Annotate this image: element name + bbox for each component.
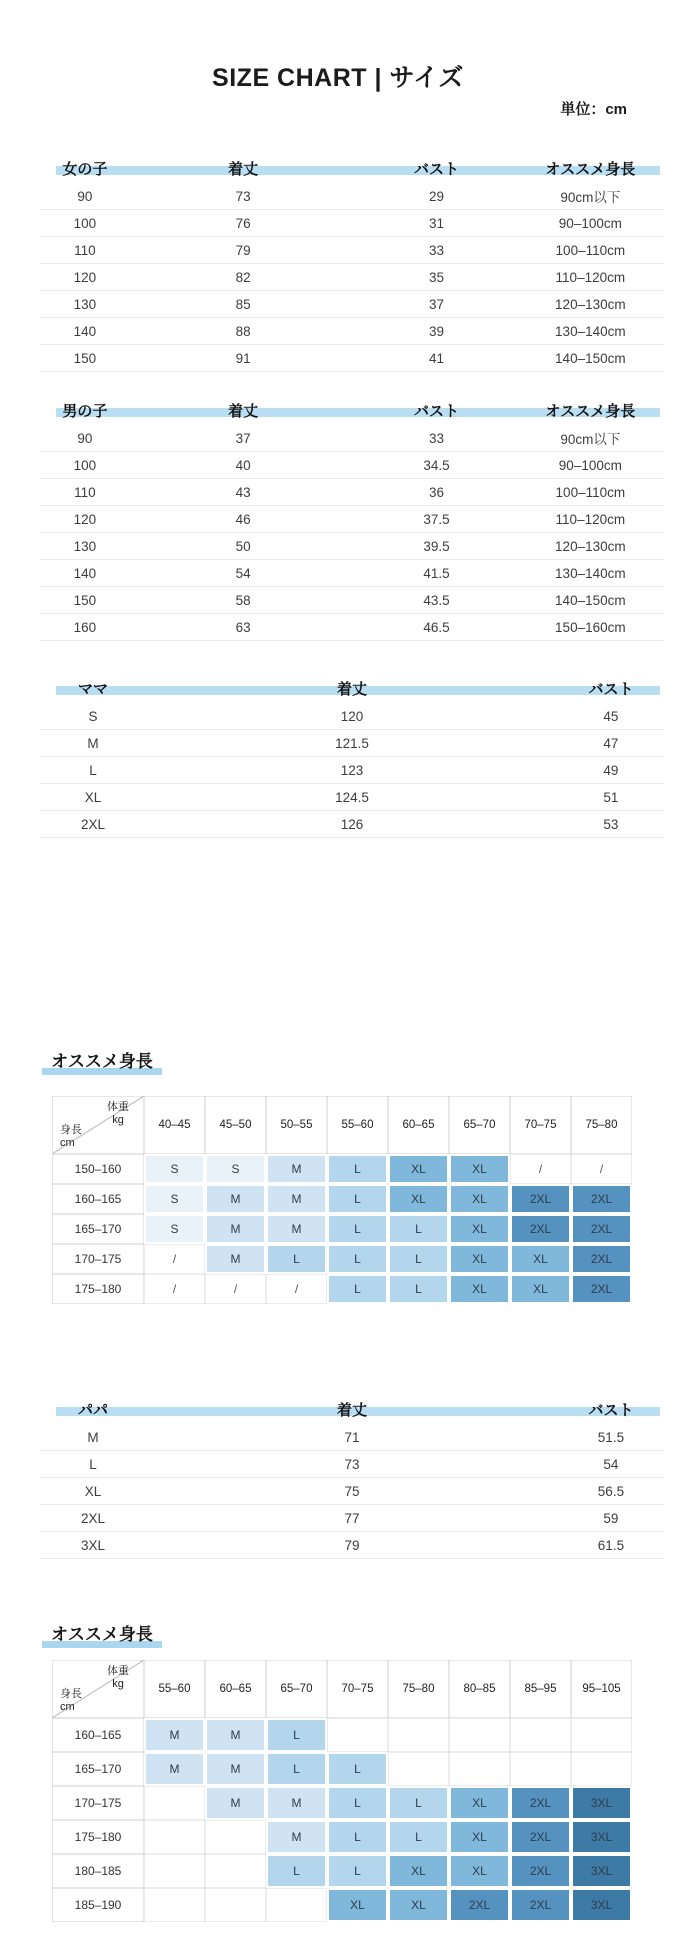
- table-cell: 88: [235, 323, 251, 339]
- matrix-size-cell: XL: [449, 1274, 510, 1304]
- matrix-empty-cell: [388, 1718, 449, 1752]
- weight-column-header: 60–65: [205, 1660, 266, 1718]
- corner-height-label: [60, 1124, 82, 1150]
- matrix-na-cell: /: [144, 1274, 205, 1304]
- matrix-corner-cell: [52, 1660, 144, 1718]
- table-row: [40, 318, 664, 345]
- matrix-size-cell: L: [327, 1154, 388, 1184]
- matrix-size-cell: M: [205, 1786, 266, 1820]
- table-header-row: [40, 395, 664, 425]
- matrix-size-cell: L: [327, 1244, 388, 1274]
- table-cell: 121.5: [335, 735, 369, 751]
- table-cell: 110–120cm: [555, 269, 626, 285]
- matrix-empty-cell: [266, 1888, 327, 1922]
- table-cell: 140–150cm: [555, 592, 626, 608]
- weight-column-header: 65–70: [449, 1096, 510, 1154]
- matrix-size-cell: XL: [449, 1184, 510, 1214]
- table-cell: 49: [603, 762, 619, 778]
- table-cell: 76: [235, 215, 251, 231]
- weight-text: 体重: [107, 1665, 129, 1677]
- table-cell: 130: [73, 296, 97, 312]
- height-row-header: 170–175: [52, 1244, 144, 1274]
- matrix-na-cell: /: [571, 1154, 632, 1184]
- table-cell: 54: [603, 1456, 619, 1472]
- table-cell: 34.5: [423, 457, 450, 473]
- matrix-size-cell: XL: [449, 1244, 510, 1274]
- weight-column-header: 70–75: [510, 1096, 571, 1154]
- table-row: [40, 1424, 664, 1451]
- height-text: 身長: [60, 1687, 82, 1700]
- table-cell: 85: [235, 296, 251, 312]
- table-cell: 79: [235, 242, 251, 258]
- table-row: [40, 811, 664, 838]
- table-cell: 29: [429, 188, 445, 204]
- matrix-empty-cell: [144, 1854, 205, 1888]
- column-header: 着丈: [228, 160, 259, 178]
- matrix-empty-cell: [144, 1786, 205, 1820]
- table-cell: 130–140cm: [555, 565, 626, 581]
- matrix-size-cell: M: [205, 1184, 266, 1214]
- matrix-size-cell: L: [388, 1274, 449, 1304]
- table-cell: XL: [84, 789, 102, 805]
- matrix-size-cell: 3XL: [571, 1786, 632, 1820]
- table-cell: 75: [344, 1483, 360, 1499]
- matrix-size-cell: L: [327, 1214, 388, 1244]
- table-cell: 90cm以下: [560, 190, 621, 205]
- matrix-size-cell: M: [266, 1786, 327, 1820]
- table-cell: S: [88, 708, 98, 724]
- table-cell: 50: [235, 538, 251, 554]
- matrix-size-cell: XL: [449, 1820, 510, 1854]
- matrix-size-cell: XL: [449, 1786, 510, 1820]
- matrix-size-cell: 2XL: [510, 1786, 571, 1820]
- matrix-size-cell: M: [205, 1244, 266, 1274]
- table-cell: 43.5: [423, 592, 450, 608]
- table-cell: 150: [73, 592, 97, 608]
- matrix-na-cell: /: [266, 1274, 327, 1304]
- dad-height-section-title: オススメ身長: [42, 1618, 162, 1648]
- corner-height-label: [60, 1688, 82, 1714]
- table-cell: 90cm以下: [560, 432, 621, 447]
- table-cell: 58: [235, 592, 251, 608]
- table-row: [40, 1505, 664, 1532]
- matrix-na-cell: /: [510, 1154, 571, 1184]
- weight-column-header: 75–80: [571, 1096, 632, 1154]
- table-cell: 130: [73, 538, 97, 554]
- table-cell: 150: [73, 350, 97, 366]
- table-row: [40, 533, 664, 560]
- table-row: [40, 479, 664, 506]
- table-cell: 100–110cm: [555, 242, 626, 258]
- mom-height-matrix: [52, 1096, 700, 1304]
- matrix-size-cell: 3XL: [571, 1854, 632, 1888]
- table-cell: 120: [340, 708, 364, 724]
- height-row-header: 160–165: [52, 1184, 144, 1214]
- height-row-header: 175–180: [52, 1274, 144, 1304]
- column-header: 着丈: [336, 680, 367, 698]
- matrix-size-cell: 2XL: [571, 1214, 632, 1244]
- height-row-header: 180–185: [52, 1854, 144, 1888]
- matrix-size-cell: 2XL: [510, 1184, 571, 1214]
- matrix-size-cell: L: [266, 1718, 327, 1752]
- unit-label: 単位：cm: [560, 101, 627, 118]
- matrix-empty-cell: [144, 1820, 205, 1854]
- weight-column-header: 70–75: [327, 1660, 388, 1718]
- table-row: [40, 1532, 664, 1559]
- table-row: [40, 183, 664, 210]
- column-header: バスト: [588, 680, 634, 698]
- table-cell: 140–150cm: [555, 350, 626, 366]
- table-row: [40, 784, 664, 811]
- matrix-size-cell: XL: [327, 1888, 388, 1922]
- table-cell: 140: [73, 323, 97, 339]
- matrix-size-cell: 2XL: [571, 1184, 632, 1214]
- table-cell: 140: [73, 565, 97, 581]
- matrix-size-cell: S: [144, 1214, 205, 1244]
- matrix-size-cell: 3XL: [571, 1888, 632, 1922]
- matrix-size-cell: L: [327, 1786, 388, 1820]
- matrix-empty-cell: [571, 1718, 632, 1752]
- table-cell: 36: [429, 484, 445, 500]
- column-header: オススメ身長: [545, 160, 636, 178]
- table-cell: 160: [73, 619, 97, 635]
- matrix-size-cell: XL: [388, 1854, 449, 1888]
- height-row-header: 160–165: [52, 1718, 144, 1752]
- table-cell: 71: [344, 1429, 360, 1445]
- table-cell: 45: [603, 708, 619, 724]
- matrix-size-cell: L: [266, 1244, 327, 1274]
- page-title: SIZE CHART | サイズ: [212, 64, 464, 92]
- weight-column-header: 40–45: [144, 1096, 205, 1154]
- table-cell: L: [89, 1456, 97, 1472]
- corner-weight-label: [107, 1101, 129, 1127]
- height-row-header: 185–190: [52, 1888, 144, 1922]
- dad-size-table: [40, 1394, 664, 1559]
- table-cell: 63: [235, 619, 251, 635]
- height-row-header: 165–170: [52, 1752, 144, 1786]
- table-cell: 77: [344, 1510, 360, 1526]
- table-cell: 41.5: [423, 565, 450, 581]
- table-cell: 73: [344, 1456, 360, 1472]
- matrix-size-cell: 2XL: [510, 1854, 571, 1888]
- matrix-empty-cell: [510, 1718, 571, 1752]
- matrix-size-cell: S: [144, 1184, 205, 1214]
- table-cell: XL: [84, 1483, 102, 1499]
- matrix-empty-cell: [205, 1888, 266, 1922]
- table-cell: 120: [73, 511, 97, 527]
- table-cell: 100–110cm: [555, 484, 626, 500]
- matrix-na-cell: /: [144, 1244, 205, 1274]
- table-cell: 110–120cm: [555, 511, 626, 527]
- table-cell: 43: [235, 484, 251, 500]
- matrix-size-cell: 3XL: [571, 1820, 632, 1854]
- table-cell: 37.5: [423, 511, 450, 527]
- matrix-size-cell: 2XL: [571, 1244, 632, 1274]
- column-header: パパ: [78, 1401, 109, 1419]
- table-cell: 130–140cm: [555, 323, 626, 339]
- column-header: 着丈: [228, 402, 259, 420]
- table-cell: 37: [235, 430, 251, 446]
- height-unit: cm: [60, 1136, 75, 1149]
- table-cell: 79: [344, 1537, 360, 1553]
- girls-size-table: [40, 153, 664, 372]
- table-row: [40, 757, 664, 784]
- weight-column-header: 85–95: [510, 1660, 571, 1718]
- matrix-size-cell: S: [205, 1154, 266, 1184]
- height-row-header: 170–175: [52, 1786, 144, 1820]
- height-row-header: 150–160: [52, 1154, 144, 1184]
- matrix-size-cell: M: [205, 1718, 266, 1752]
- weight-column-header: 55–60: [327, 1096, 388, 1154]
- mom-size-table: [40, 673, 664, 838]
- column-header: バスト: [414, 160, 460, 178]
- matrix-size-cell: M: [144, 1752, 205, 1786]
- weight-column-header: 65–70: [266, 1660, 327, 1718]
- matrix-size-cell: M: [266, 1214, 327, 1244]
- weight-unit: kg: [112, 1114, 124, 1127]
- table-cell: 33: [429, 242, 445, 258]
- column-header: ママ: [78, 680, 109, 698]
- table-header-row: [40, 153, 664, 183]
- table-cell: L: [89, 762, 97, 778]
- matrix-size-cell: 2XL: [510, 1214, 571, 1244]
- column-header: バスト: [414, 402, 460, 420]
- matrix-size-cell: L: [327, 1820, 388, 1854]
- table-cell: 90–100cm: [558, 215, 622, 231]
- mom-height-section-title: オススメ身長: [42, 1045, 162, 1075]
- weight-column-header: 95–105: [571, 1660, 632, 1718]
- matrix-size-cell: L: [388, 1214, 449, 1244]
- matrix-size-cell: M: [266, 1154, 327, 1184]
- table-row: [40, 614, 664, 641]
- matrix-size-cell: M: [205, 1214, 266, 1244]
- table-row: [40, 291, 664, 318]
- table-cell: M: [87, 735, 99, 751]
- table-cell: 100: [73, 215, 97, 231]
- table-cell: 90–100cm: [558, 457, 622, 473]
- table-cell: 2XL: [81, 816, 106, 832]
- table-row: [40, 264, 664, 291]
- table-header-row: [40, 1394, 664, 1424]
- table-cell: 31: [429, 215, 445, 231]
- table-cell: 39: [429, 323, 445, 339]
- matrix-size-cell: XL: [388, 1154, 449, 1184]
- table-cell: 47: [603, 735, 619, 751]
- column-header: 着丈: [336, 1401, 367, 1419]
- weight-column-header: 60–65: [388, 1096, 449, 1154]
- matrix-size-cell: XL: [388, 1184, 449, 1214]
- weight-column-header: 50–55: [266, 1096, 327, 1154]
- height-text: 身長: [60, 1123, 82, 1136]
- height-row-header: 165–170: [52, 1214, 144, 1244]
- matrix-size-cell: M: [266, 1184, 327, 1214]
- matrix-empty-cell: [144, 1888, 205, 1922]
- column-header: オススメ身長: [545, 402, 636, 420]
- table-row: [40, 703, 664, 730]
- height-row-header: 175–180: [52, 1820, 144, 1854]
- matrix-size-cell: XL: [449, 1154, 510, 1184]
- matrix-size-cell: L: [327, 1752, 388, 1786]
- table-cell: 51.5: [597, 1429, 625, 1445]
- table-cell: 37: [429, 296, 445, 312]
- table-cell: 120: [73, 269, 97, 285]
- table-cell: 46.5: [423, 619, 450, 635]
- table-row: [40, 560, 664, 587]
- table-cell: 41: [429, 350, 445, 366]
- table-row: [40, 506, 664, 533]
- matrix-size-cell: M: [144, 1718, 205, 1752]
- column-header: 女の子: [62, 160, 108, 178]
- weight-column-header: 75–80: [388, 1660, 449, 1718]
- table-cell: 59: [603, 1510, 619, 1526]
- table-row: [40, 237, 664, 264]
- matrix-size-cell: S: [144, 1154, 205, 1184]
- table-cell: 91: [235, 350, 251, 366]
- table-cell: M: [87, 1429, 99, 1445]
- matrix-size-cell: L: [388, 1820, 449, 1854]
- weight-column-header: 45–50: [205, 1096, 266, 1154]
- weight-unit: kg: [112, 1678, 124, 1691]
- matrix-size-cell: 2XL: [510, 1820, 571, 1854]
- table-cell: 100: [73, 457, 97, 473]
- table-cell: 90: [77, 430, 93, 446]
- matrix-size-cell: L: [266, 1752, 327, 1786]
- table-cell: 110: [74, 484, 96, 500]
- matrix-size-cell: L: [327, 1274, 388, 1304]
- weight-column-header: 80–85: [449, 1660, 510, 1718]
- matrix-empty-cell: [571, 1752, 632, 1786]
- matrix-empty-cell: [388, 1752, 449, 1786]
- table-cell: 39.5: [423, 538, 450, 554]
- matrix-size-cell: XL: [388, 1888, 449, 1922]
- table-row: [40, 210, 664, 237]
- matrix-size-cell: XL: [449, 1854, 510, 1888]
- table-cell: 3XL: [81, 1537, 106, 1553]
- table-cell: 56.5: [597, 1483, 625, 1499]
- dad-height-matrix: [52, 1660, 700, 1922]
- table-cell: 35: [429, 269, 445, 285]
- table-row: [40, 1451, 664, 1478]
- table-cell: 54: [235, 565, 251, 581]
- table-row: [40, 425, 664, 452]
- matrix-size-cell: L: [327, 1854, 388, 1888]
- column-header: バスト: [588, 1401, 634, 1419]
- table-cell: 110: [74, 242, 96, 258]
- table-cell: 53: [603, 816, 619, 832]
- table-cell: 120–130cm: [555, 538, 626, 554]
- table-cell: 82: [235, 269, 251, 285]
- matrix-size-cell: L: [388, 1786, 449, 1820]
- table-cell: 126: [340, 816, 364, 832]
- table-cell: 33: [429, 430, 445, 446]
- table-cell: 123: [340, 762, 364, 778]
- table-cell: 51: [603, 789, 619, 805]
- table-cell: 120–130cm: [555, 296, 626, 312]
- height-unit: cm: [60, 1700, 75, 1713]
- matrix-empty-cell: [510, 1752, 571, 1786]
- matrix-size-cell: 2XL: [449, 1888, 510, 1922]
- matrix-size-cell: 2XL: [510, 1888, 571, 1922]
- matrix-empty-cell: [205, 1854, 266, 1888]
- table-row: [40, 587, 664, 614]
- boys-size-table: [40, 395, 664, 641]
- table-cell: 90: [77, 188, 93, 204]
- table-row: [40, 345, 664, 372]
- table-cell: 2XL: [81, 1510, 106, 1526]
- matrix-size-cell: XL: [510, 1244, 571, 1274]
- table-cell: 61.5: [597, 1537, 625, 1553]
- matrix-size-cell: M: [205, 1752, 266, 1786]
- matrix-empty-cell: [205, 1820, 266, 1854]
- table-cell: 150–160cm: [555, 619, 626, 635]
- table-row: [40, 730, 664, 757]
- weight-column-header: 55–60: [144, 1660, 205, 1718]
- matrix-size-cell: XL: [510, 1274, 571, 1304]
- corner-weight-label: [107, 1665, 129, 1691]
- matrix-corner-cell: [52, 1096, 144, 1154]
- matrix-size-cell: M: [266, 1820, 327, 1854]
- matrix-size-cell: L: [266, 1854, 327, 1888]
- table-cell: 73: [235, 188, 251, 204]
- weight-text: 体重: [107, 1101, 129, 1113]
- matrix-na-cell: /: [205, 1274, 266, 1304]
- matrix-size-cell: L: [327, 1184, 388, 1214]
- table-header-row: [40, 673, 664, 703]
- table-cell: 40: [235, 457, 251, 473]
- table-row: [40, 452, 664, 479]
- matrix-empty-cell: [449, 1718, 510, 1752]
- table-row: [40, 1478, 664, 1505]
- matrix-size-cell: 2XL: [571, 1274, 632, 1304]
- table-cell: 46: [235, 511, 251, 527]
- column-header: 男の子: [62, 402, 108, 420]
- table-cell: 124.5: [335, 789, 369, 805]
- matrix-size-cell: L: [388, 1244, 449, 1274]
- matrix-empty-cell: [327, 1718, 388, 1752]
- matrix-size-cell: XL: [449, 1214, 510, 1244]
- matrix-empty-cell: [449, 1752, 510, 1786]
